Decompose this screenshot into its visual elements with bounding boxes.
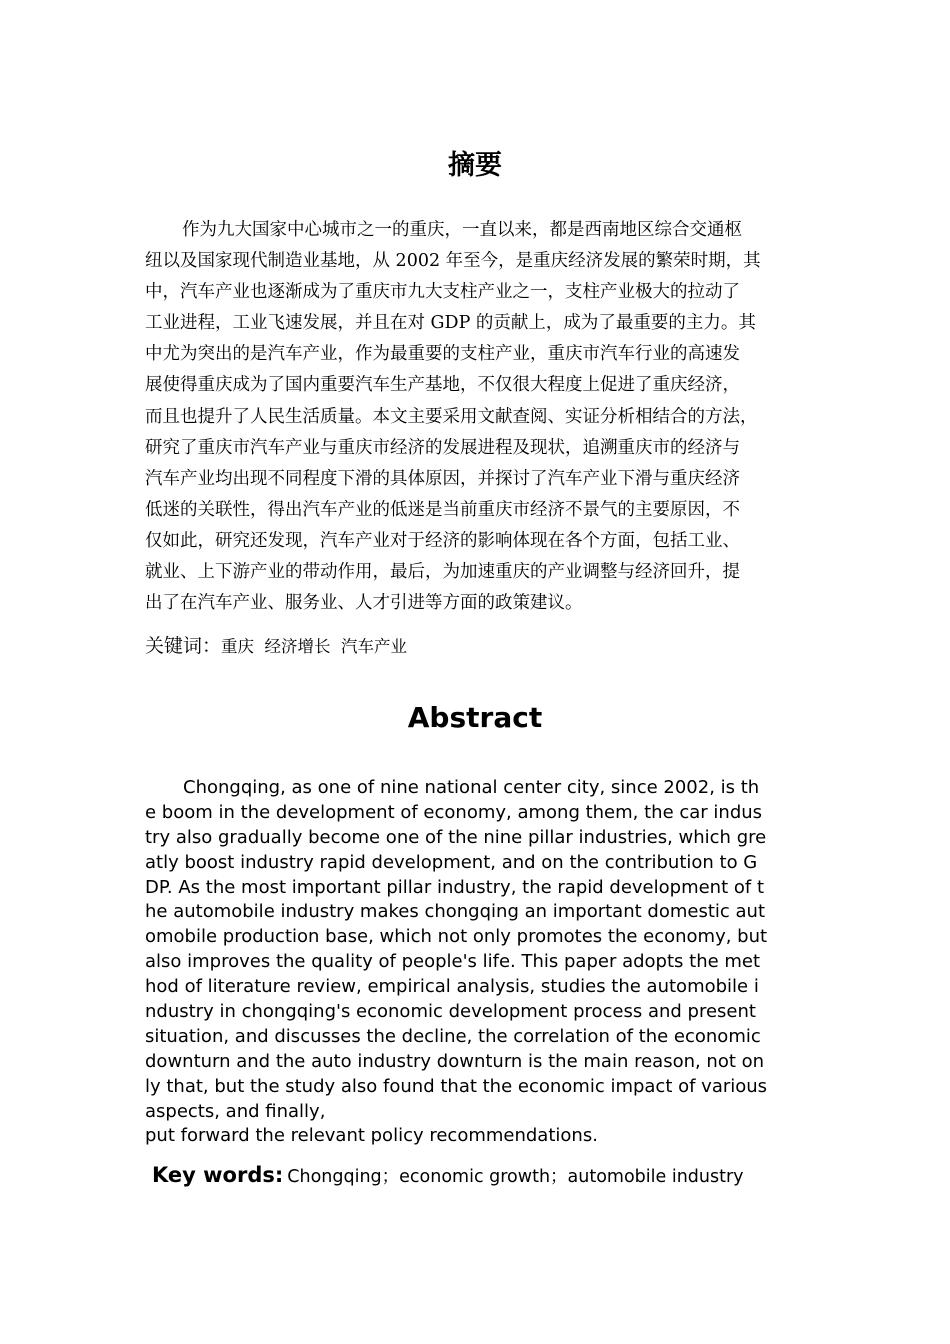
chinese-keywords-label: 关键词： <box>145 635 222 657</box>
english-abstract-body <box>145 776 845 1149</box>
chinese-abstract-line: 汽车产业均出现不同程度下滑的具体原因，并探讨了汽车产业下滑与重庆经济 <box>145 468 740 489</box>
english-keywords <box>152 1161 744 1189</box>
english-abstract-line: aspects, and finally, <box>145 1100 326 1122</box>
chinese-keywords-value: 重庆 经济增长 汽车产业 <box>221 637 407 656</box>
chinese-abstract-line: 中，汽车产业也逐渐成为了重庆市九大支柱产业之一，支柱产业极大的拉动了 <box>145 282 740 303</box>
chinese-abstract-title: 摘要 <box>448 150 502 181</box>
english-abstract-line: e boom in the development of economy, among them, the car indus <box>145 801 763 823</box>
chinese-abstract-line: 就业、上下游产业的带动作用，最后，为加速重庆的产业调整与经济回升，提 <box>145 562 740 583</box>
chinese-abstract-line: 仅如此，研究还发现，汽车产业对于经济的影响体现在各个方面，包括工业、 <box>145 530 740 551</box>
chinese-abstract-line: 研究了重庆市汽车产业与重庆市经济的发展进程及现状，追溯重庆市的经济与 <box>145 437 740 458</box>
english-abstract-line: DP. As the most important pillar industry, the rapid development of t <box>145 876 764 898</box>
english-abstract-line: situation, and discusses the decline, the correlation of the economic <box>145 1025 761 1047</box>
english-keywords-value: Chongqing；economic growth；automobile industry <box>287 1167 744 1187</box>
english-abstract-line: ly that, but the study also found that the economic impact of various <box>145 1075 768 1097</box>
english-abstract-line: he automobile industry makes chongqing an important domestic aut <box>145 901 765 923</box>
english-abstract-line: try also gradually become one of the nine pillar industries, which gre <box>145 826 767 848</box>
chinese-abstract-line: 中尤为突出的是汽车产业，作为最重要的支柱产业，重庆市汽车行业的高速发 <box>145 344 740 365</box>
english-abstract-line: Chongqing, as one of nine national center city, since 2002, is th <box>183 777 760 798</box>
english-abstract-title: Abstract <box>407 701 543 734</box>
english-abstract-line: put forward the relevant policy recommendations. <box>145 1125 598 1147</box>
english-abstract-line: atly boost industry rapid development, and on the contribution to G <box>145 851 758 873</box>
english-keywords-label: Key words: <box>152 1163 284 1187</box>
english-abstract-line: also improves the quality of people's life. This paper adopts the met <box>145 951 761 973</box>
chinese-abstract-line: 出了在汽车产业、服务业、人才引进等方面的政策建议。 <box>145 593 583 614</box>
chinese-abstract-line: 展使得重庆成为了国内重要汽车生产基地，不仅很大程度上促进了重庆经济， <box>145 375 740 396</box>
chinese-abstract-line: 低迷的关联性，得出汽车产业的低迷是当前重庆市经济不景气的主要原因，不 <box>145 499 740 520</box>
chinese-abstract-line: 而且也提升了人民生活质量。本文主要采用文献查阅、实证分析相结合的方法， <box>145 406 758 427</box>
chinese-abstract-line: 工业进程，工业飞速发展，并且在对 GDP 的贡献上，成为了最重要的主力。其 <box>145 313 756 334</box>
chinese-abstract-body <box>145 215 825 619</box>
english-abstract-line: ndustry in chongqing's economic development process and present <box>145 1001 756 1023</box>
english-abstract-line: downturn and the auto industry downturn is the main reason, not on <box>145 1050 765 1072</box>
chinese-abstract-line: 纽以及国家现代制造业基地，从 2002 年至今，是重庆经济发展的繁荣时期，其 <box>145 251 761 272</box>
english-abstract-line: hod of literature review, empirical analysis, studies the automobile i <box>145 976 759 998</box>
chinese-abstract-line: 作为九大国家中心城市之一的重庆，一直以来，都是西南地区综合交通枢 <box>182 220 742 240</box>
chinese-keywords <box>145 632 407 660</box>
english-abstract-line: omobile production base, which not only promotes the economy, but <box>145 926 768 948</box>
